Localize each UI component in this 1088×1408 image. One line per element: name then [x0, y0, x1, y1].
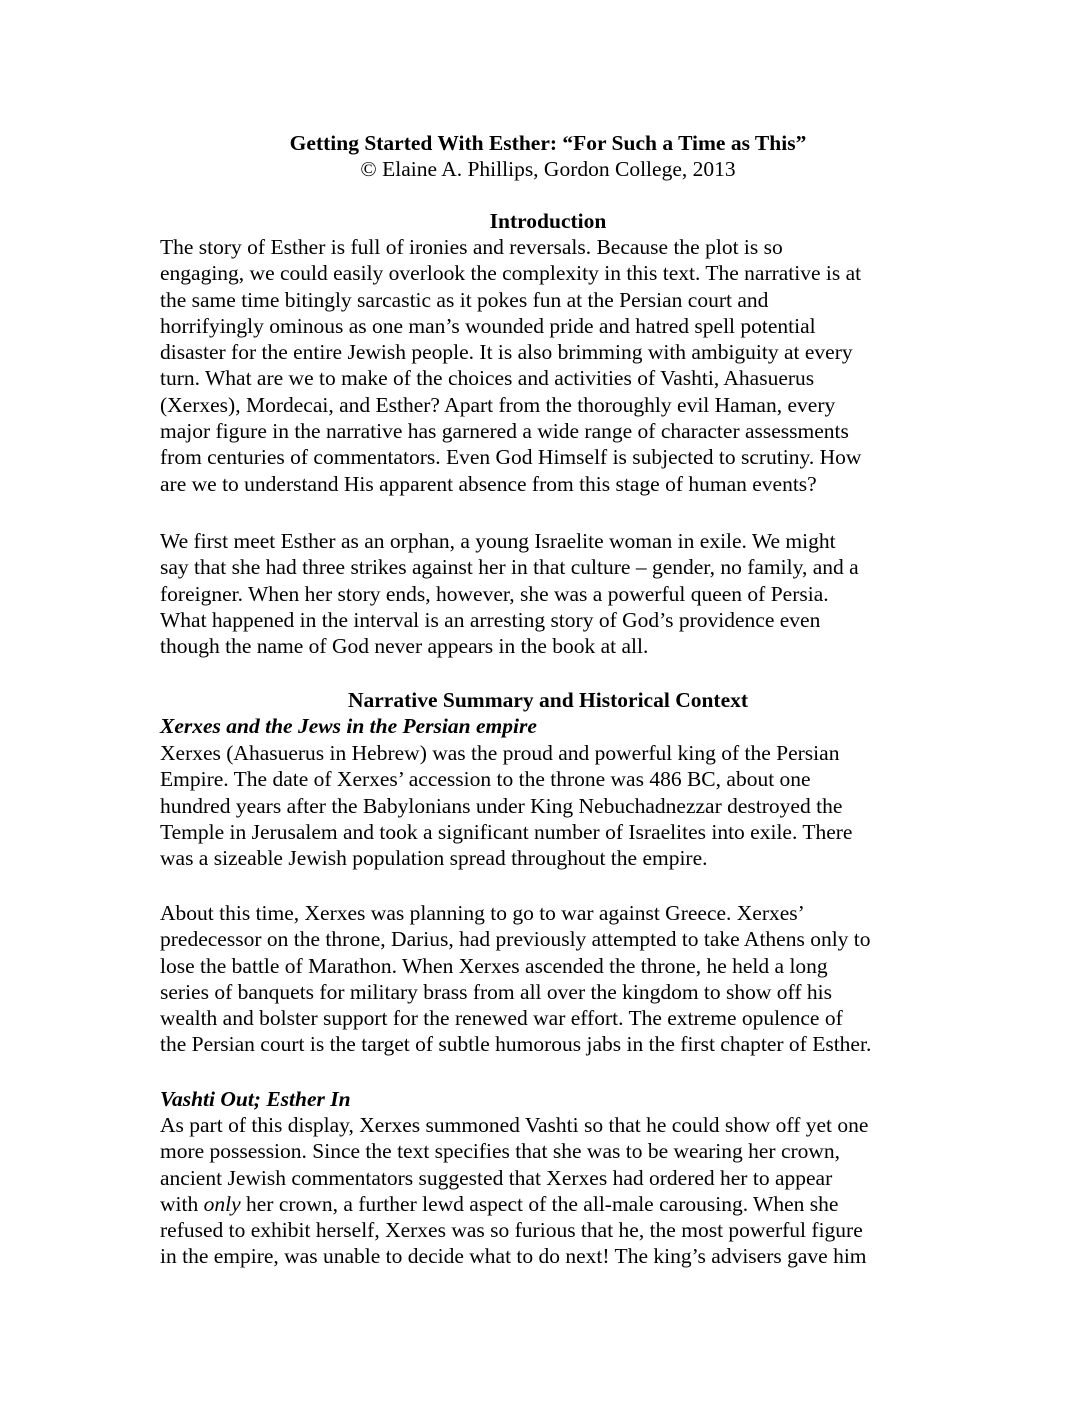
text-line: Empire. The date of Xerxes’ accession to the throne was 486 BC, about one — [160, 767, 811, 792]
text-line: was a sizeable Jewish population spread throughout the empire. — [160, 846, 708, 871]
text-line: horrifyingly ominous as one man’s wounded pride and hatred spell potential — [160, 313, 816, 338]
subheading-vashti-esther: Vashti Out; Esther In — [160, 1087, 351, 1111]
text-line: the same time bitingly sarcastic as it pokes fun at the Persian court and — [160, 287, 769, 312]
subheading-xerxes-jews: Xerxes and the Jews in the Persian empire — [160, 714, 537, 738]
narrative-paragraph-1 — [160, 740, 936, 871]
text-line: ancient Jewish commentators suggested that Xerxes had ordered her to appear — [160, 1165, 833, 1190]
text-line: We first meet Esther as an orphan, a young Israelite woman in exile. We might — [160, 529, 836, 553]
text-line: Xerxes (Ahasuerus in Hebrew) was the proud and powerful king of the Persian — [160, 741, 840, 765]
text-line: series of banquets for military brass from all over the kingdom to show off his — [160, 979, 832, 1004]
text-line: predecessor on the throne, Darius, had previously attempted to take Athens only to — [160, 927, 871, 952]
text-line: Temple in Jerusalem and took a significant number of Israelites into exile. There — [160, 819, 853, 844]
narrative-paragraph-2 — [160, 900, 936, 1058]
text-line: What happened in the interval is an arresting story of God’s providence even — [160, 607, 821, 632]
text-fragment: her crown, a further lewd aspect of the all-male carousing. When she — [240, 1191, 839, 1216]
text-line: refused to exhibit herself, Xerxes was so furious that he, the most powerful figure — [160, 1218, 863, 1243]
narrative-heading: Narrative Summary and Historical Context — [347, 688, 749, 712]
text-line: say that she had three strikes against her in that culture – gender, no family, and a — [160, 555, 859, 580]
text-line: from centuries of commentators. Even God Himself is subjected to scrutiny. How — [160, 445, 862, 470]
text-line: About this time, Xerxes was planning to go to war against Greece. Xerxes’ — [160, 901, 805, 925]
text-line: disaster for the entire Jewish people. It is also brimming with ambiguity at every — [160, 340, 853, 365]
text-fragment: with — [160, 1191, 204, 1216]
document-title: Getting Started With Esther: “For Such a Time as This” — [289, 131, 807, 155]
text-line: in the empire, was unable to decide what to do next! The king’s advisers gave him — [160, 1244, 867, 1269]
text-line: are we to understand His apparent absence from this stage of human events? — [160, 471, 817, 496]
text-line: The story of Esther is full of ironies and reversals. Because the plot is so — [160, 235, 783, 259]
text-line: lose the battle of Marathon. When Xerxes ascended the throne, he held a long — [160, 953, 828, 978]
narrative-paragraph-3 — [160, 1112, 936, 1270]
text-line: (Xerxes), Mordecai, and Esther? Apart from the thoroughly evil Haman, every — [160, 392, 836, 417]
text-line: turn. What are we to make of the choices and activities of Vashti, Ahasuerus — [160, 366, 815, 391]
document-header — [160, 130, 936, 183]
text-line: As part of this display, Xerxes summoned Vashti so that he could show off yet one — [160, 1113, 869, 1137]
text-line — [160, 1191, 936, 1217]
text-line: the Persian court is the target of subtle humorous jabs in the first chapter of Esther. — [160, 1032, 872, 1057]
text-line: though the name of God never appears in the book at all. — [160, 634, 649, 659]
emphasis-only: only — [203, 1191, 241, 1216]
text-line: wealth and bolster support for the renewed war effort. The extreme opulence of — [160, 1006, 843, 1031]
text-line: major figure in the narrative has garnered a wide range of character assessments — [160, 419, 849, 444]
text-line: hundred years after the Babylonians under King Nebuchadnezzar destroyed the — [160, 793, 843, 818]
introduction-heading: Introduction — [489, 209, 607, 233]
text-line: more possession. Since the text specifies that she was to be wearing her crown, — [160, 1139, 841, 1164]
text-line: foreigner. When her story ends, however, she was a powerful queen of Persia. — [160, 581, 829, 606]
copyright-line: © Elaine A. Phillips, Gordon College, 2013 — [360, 157, 736, 182]
introduction-paragraph-1 — [160, 234, 936, 497]
text-line: engaging, we could easily overlook the complexity in this text. The narrative is at — [160, 261, 862, 286]
introduction-paragraph-2 — [160, 528, 936, 659]
